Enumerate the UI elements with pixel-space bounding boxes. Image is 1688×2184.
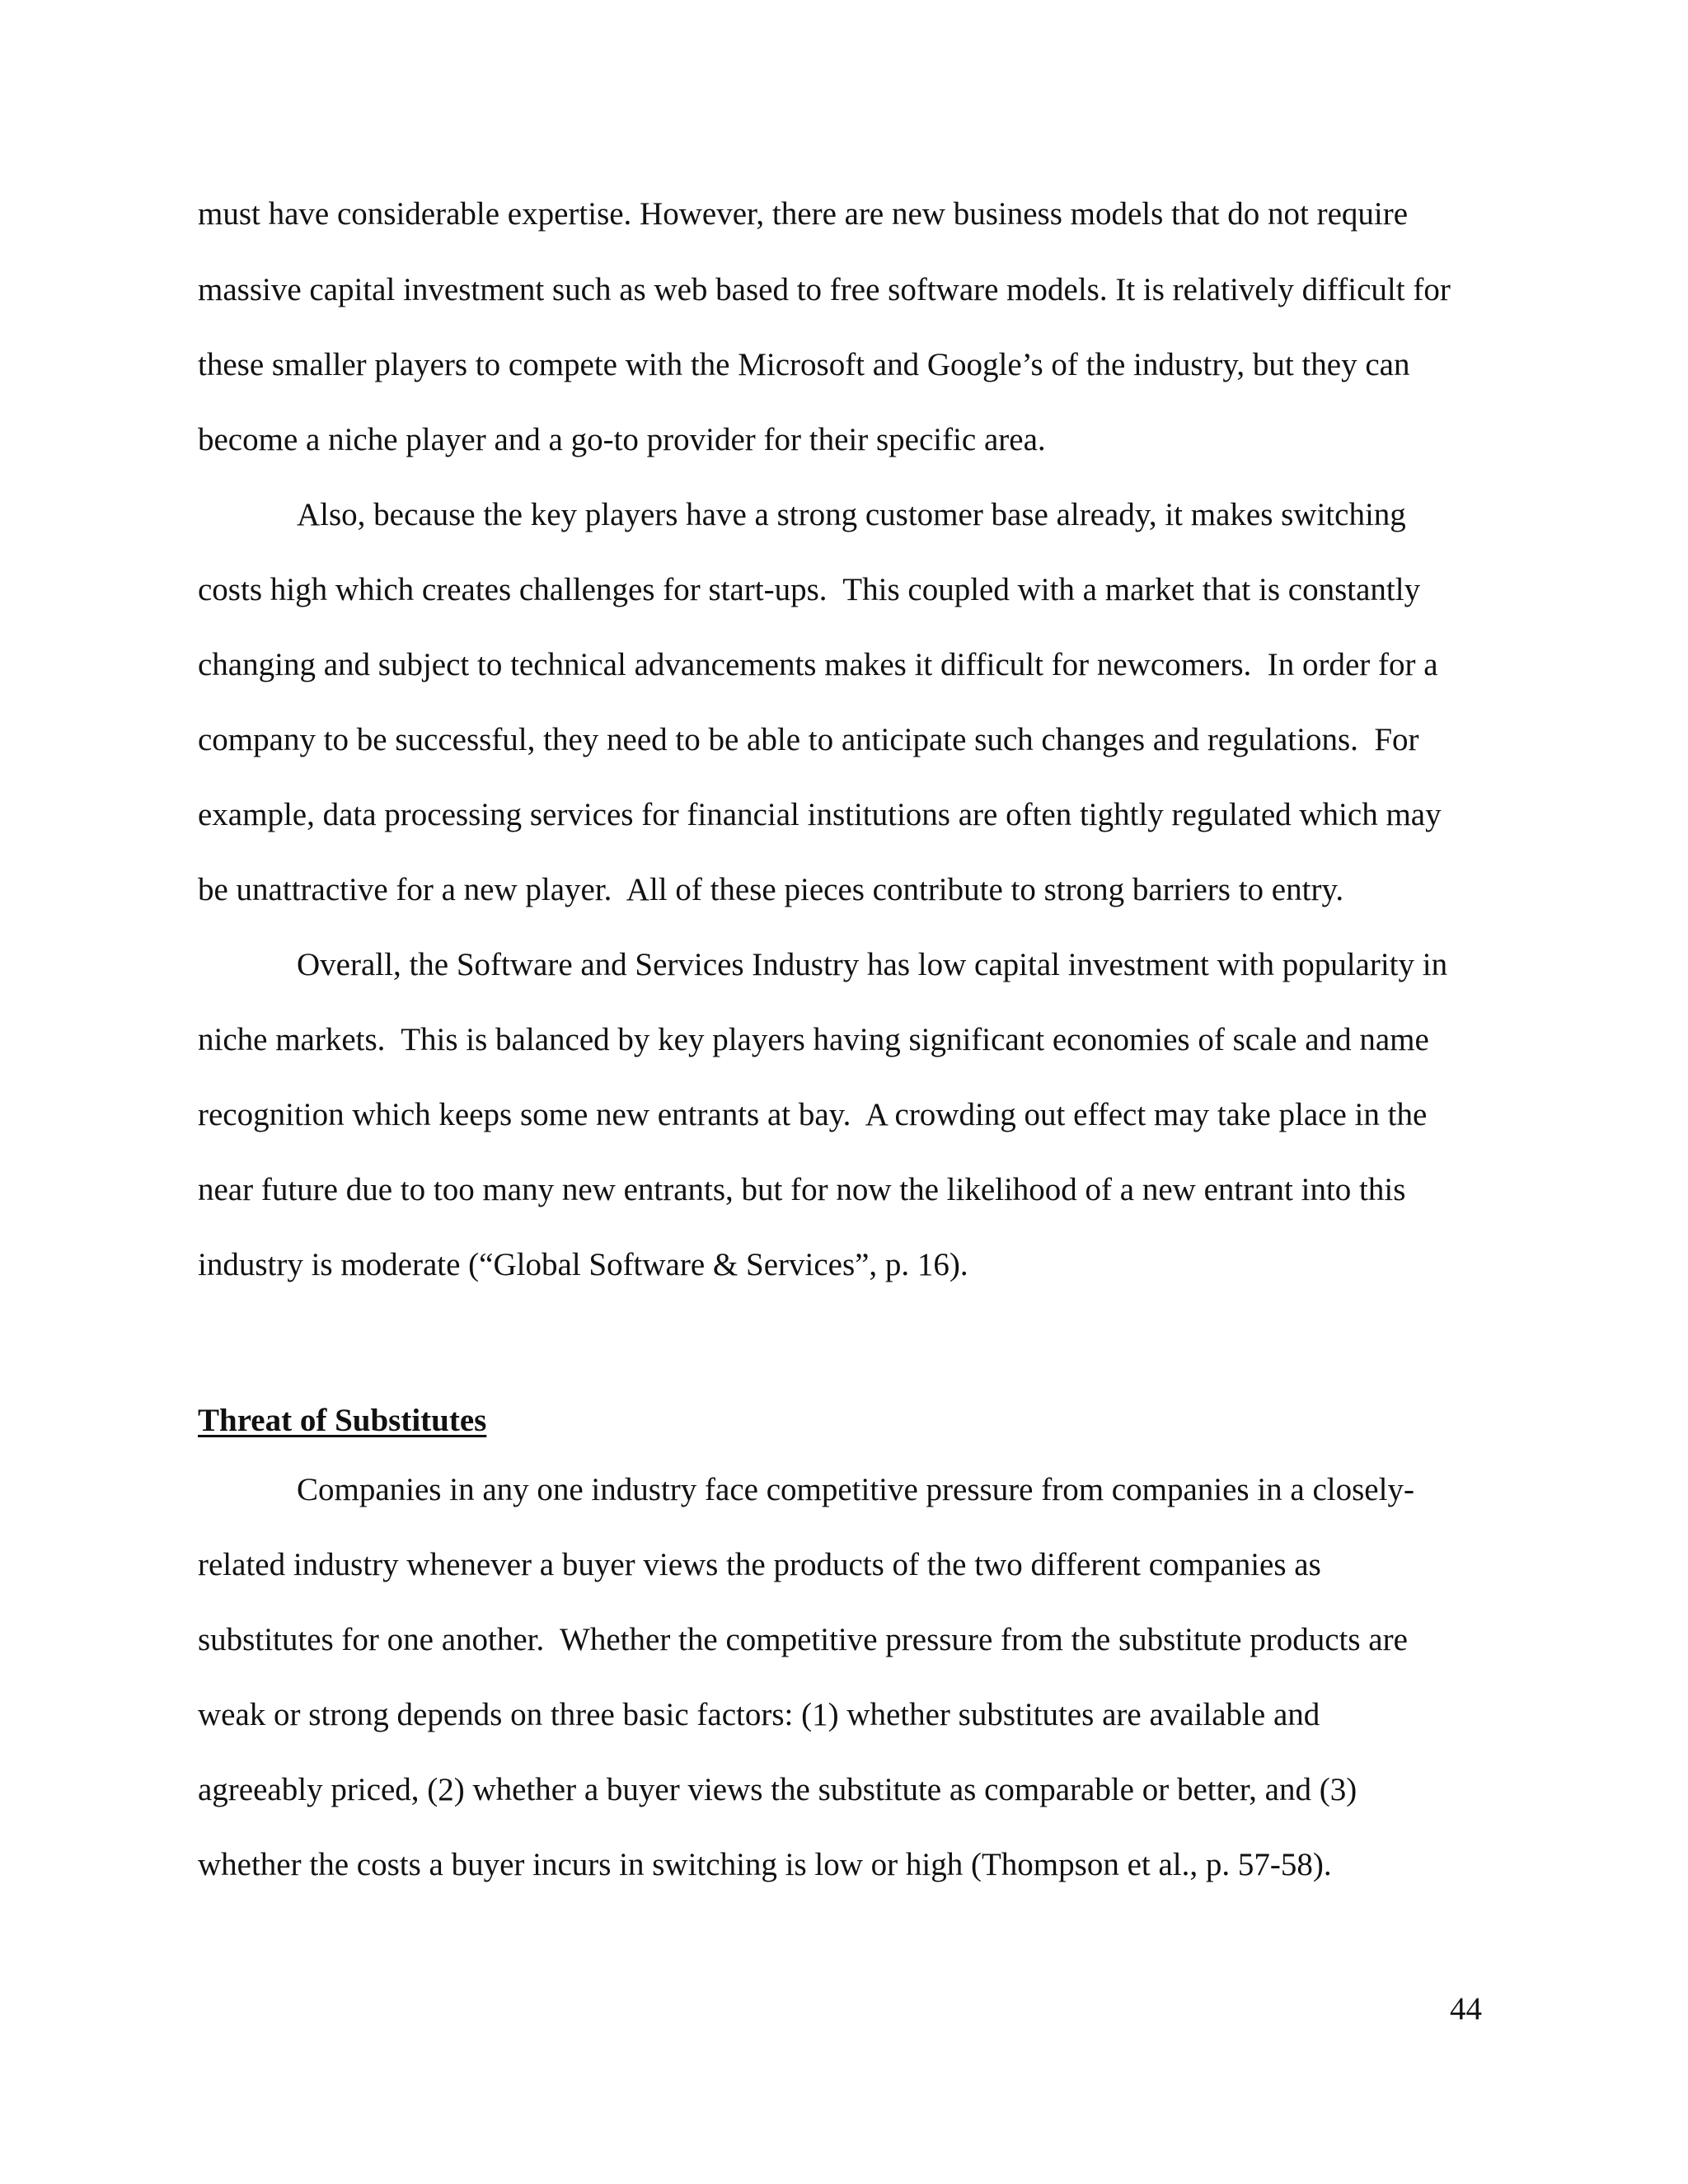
paragraph-2-line-3: changing and subject to technical advancements makes it difficult for newcomers. In order for a	[198, 647, 1438, 682]
paragraph-2-line-2: costs high which creates challenges for start-ups. This coupled with a market that is constantly	[198, 572, 1421, 607]
section-paragraph-line-2: related industry whenever a buyer views the products of the two different companies as	[198, 1547, 1321, 1582]
paragraph-1-line-2: massive capital investment such as web based to free software models. It is relatively difficult for	[198, 272, 1451, 307]
paragraph-3-line-3: recognition which keeps some new entrants at bay. A crowding out effect may take place in the	[198, 1097, 1428, 1132]
section-paragraph-line-6: whether the costs a buyer incurs in switching is low or high (Thompson et al., p. 57-58).	[198, 1847, 1332, 1882]
paragraph-1-line-1: must have considerable expertise. However, there are new business models that do not require	[198, 196, 1409, 232]
paragraph-3-line-4: near future due to too many new entrants, but for now the likelihood of a new entrant into this	[198, 1172, 1406, 1207]
paragraph-3-line-2: niche markets. This is balanced by key players having significant economies of scale and name	[198, 1022, 1429, 1057]
paragraph-3-line-5: industry is moderate (“Global Software & Services”, p. 16).	[198, 1247, 968, 1282]
section-paragraph-line-5: agreeably priced, (2) whether a buyer views the substitute as comparable or better, and (3)	[198, 1772, 1357, 1807]
section-paragraph-line-1: Companies in any one industry face competitive pressure from companies in a closely-	[297, 1472, 1414, 1507]
section-paragraph-line-4: weak or strong depends on three basic factors: (1) whether substitutes are available and	[198, 1697, 1320, 1732]
paragraph-1-line-4: become a niche player and a go-to provider for their specific area.	[198, 422, 1046, 457]
paragraph-2-line-1: Also, because the key players have a strong customer base already, it makes switching	[297, 497, 1406, 532]
paragraph-1-line-3: these smaller players to compete with the Microsoft and Google’s of the industry, but they can	[198, 347, 1410, 382]
paragraph-2-line-4: company to be successful, they need to be able to anticipate such changes and regulations. For	[198, 722, 1419, 757]
paragraph-2-line-5: example, data processing services for financial institutions are often tightly regulated which may	[198, 797, 1442, 832]
paragraph-3-line-1: Overall, the Software and Services Industry has low capital investment with popularity in	[297, 947, 1448, 982]
paragraph-2-line-6: be unattractive for a new player. All of these pieces contribute to strong barriers to entry.	[198, 872, 1344, 907]
section-heading: Threat of Substitutes	[198, 1403, 487, 1438]
page-number: 44	[1450, 1991, 1482, 2027]
section-paragraph-line-3: substitutes for one another. Whether the competitive pressure from the substitute products are	[198, 1622, 1408, 1657]
